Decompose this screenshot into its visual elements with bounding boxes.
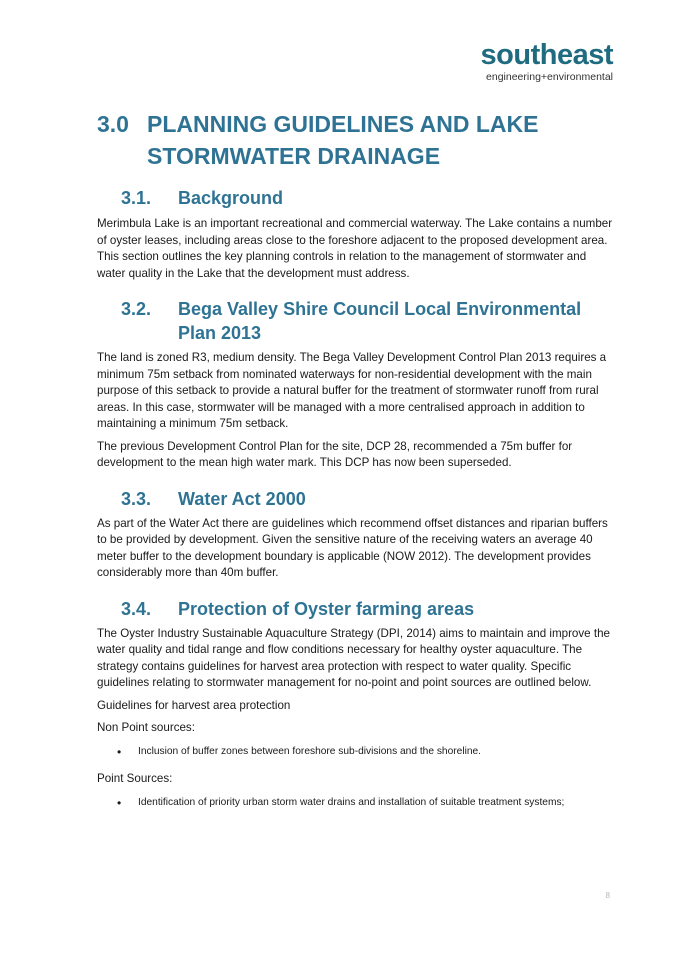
company-logo — [481, 40, 613, 83]
list-item: • Identification of priority urban storm water drains and installation of suitable treatment systems; — [97, 795, 617, 811]
paragraph: The previous Development Control Plan for the site, DCP 28, recommended a 75m buffer for development to the mean high water mark. This DCP has now been superseded. — [97, 439, 573, 469]
section-number: 3.3. — [121, 488, 152, 509]
logo-tagline: engineering+environmental — [486, 71, 613, 83]
list-item: • Inclusion of buffer zones between foreshore sub-divisions and the shoreline. — [97, 744, 617, 760]
page-number: 8 — [605, 891, 610, 900]
paragraph: Merimbula Lake is an important recreational and commercial waterway. The Lake contains a number of oyster leases, including areas close to the foreshore adjacent to the proposed development area. This section outlines the key planning controls in relation to the management of stormwater and water quality in the Lake that the development must address. — [97, 217, 613, 280]
section-heading-background — [97, 186, 617, 210]
chapter-number: 3.0 — [97, 111, 129, 137]
paragraph: The Oyster Industry Sustainable Aquaculture Strategy (DPI, 2014) aims to maintain and improve the water quality and tidal range and flow conditions necessary for healthy oyster aquaculture. The strategy contains guidelines for harvest area protection with respect to water quality. Specific guidelines relating to stormwater management for no-point and point sources are outlined below. — [97, 626, 610, 689]
nonpoint-bullet-list — [97, 744, 617, 760]
paragraph: As part of the Water Act there are guidelines which recommend offset distances and riparian buffers to be provided by development. Given the sensitive nature of the receiving waters an average 40 meter buffer to the development boundary is applicable (NOW 2012). The development provides considerably more than 40m buffer. — [97, 516, 608, 579]
section-number: 3.4. — [121, 598, 152, 619]
section-title: Background — [178, 188, 284, 208]
paragraph: Non Point sources: — [97, 721, 195, 734]
paragraph: Guidelines for harvest area protection — [97, 698, 291, 712]
section-number: 3.2. — [121, 299, 152, 319]
logo-wordmark: southeast — [480, 39, 613, 71]
section-heading-lep — [97, 297, 617, 345]
section-title: Water Act 2000 — [178, 488, 306, 509]
paragraph: The land is zoned R3, medium density. The Bega Valley Development Control Plan 2013 requires a minimum 75m setback from nominated waterways for non-residential development with the main purpose of this setback to provide a natural buffer for the treatment of stormwater runoff from rural areas. In this case, stormwater will be managed with a more centralised approach in addition to maintaining a minimum 75m setback. — [97, 351, 607, 430]
paragraph: Point Sources: — [97, 771, 173, 785]
chapter-title: PLANNING GUIDELINES AND LAKE STORMWATER DRAINAGE — [147, 111, 539, 169]
section-number: 3.1. — [121, 188, 152, 208]
section-title: Protection of Oyster farming areas — [178, 598, 475, 619]
chapter-heading — [97, 108, 617, 172]
section-heading-oyster — [97, 597, 617, 621]
section-title: Bega Valley Shire Council Local Environmental Plan 2013 — [178, 299, 582, 343]
section-heading-water-act — [97, 487, 617, 511]
document-body — [97, 108, 617, 811]
point-bullet-list — [97, 795, 617, 811]
